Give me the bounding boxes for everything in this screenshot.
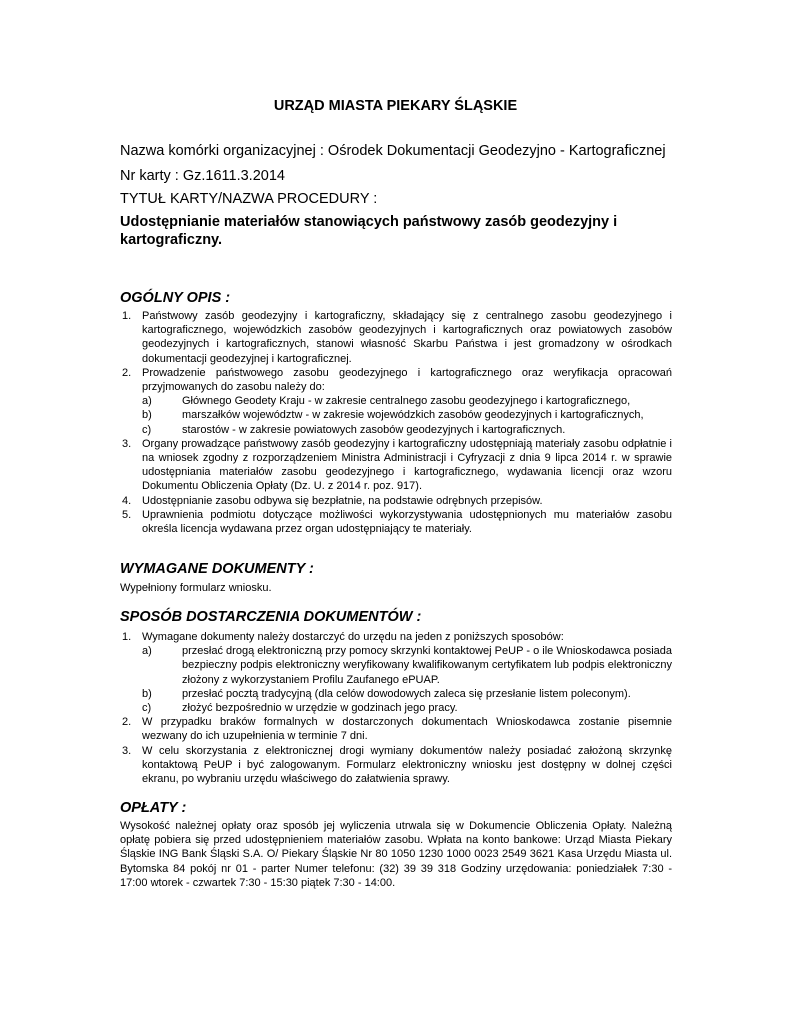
sub-list-item: b) przesłać pocztą tradycyjną (dla celów dowodowych zaleca się przesłanie listem poleconym). bbox=[142, 687, 631, 700]
sub-list-item: c) złożyć bezpośrednio w urzędzie w godzinach jego pracy. bbox=[142, 702, 458, 715]
fees-text: Wysokość należnej opłaty oraz sposób jej wyliczenia utrwala się w Dokumencie Obliczenia Opłaty. Należną opłatę pobiera się przed udostępnieniem materiałów zasobu. Wpłata na konto bankowe: Urząd Miasta Piekary Śląskie ING Bank Śląski S.A. O/ Piekary Śląskie Nr 80 1050 1230 1000 0023 2549 3621 Kasa Urzędu Miasta ul. Bytomska 84 pokój nr 01 - parter Numer telefonu: (32) 39 39 318 Godziny urzędowania: poniedziałek 7:30 - 17:00 wtorek - czwartek 7:30 - 15:30 piątek 7:30 - 14:00. bbox=[120, 820, 672, 889]
list-item: 1. Państwowy zasób geodezyjny i kartograficzny, składający się z centralnego zasobu geodezyjnego i kartograficznego, wojewódzkich zasobów geodezyjnych i kartograficznych oraz powiatowych zasobów geodezyjnych i kartograficznych, stanowi własność Skarbu Państwa i jest gromadzony w ośrodkach dokumentacji geodezyjnej i kartograficznej. bbox=[122, 310, 672, 365]
general-list bbox=[120, 309, 672, 536]
list-item: 1. Wymagane dokumenty należy dostarczyć do urzędu na jeden z poniższych sposobów: a) przesłać drogą elektroniczną przy pomocy skrzynki kontaktowej PeUP - o ile Wnioskodawca posiada bezpieczny podpis elektroniczny weryfikowany kwalifikowanym certyfikatem lub podpis elektroniczny złożony z wykorzystaniem Profilu Zaufanego ePUAP. b) przesłać pocztą tradycyjną (dla celów dowodowych zaleca się przesłanie listem poleconym). c) złożyć bezpośrednio w urzędzie w godzinach jego pracy. bbox=[122, 631, 672, 715]
sub-list bbox=[142, 644, 672, 715]
list-item: 2. W przypadku braków formalnych w dostarczonych dokumentach Wnioskodawca zostanie pisemnie wezwany do ich uzupełnienia w terminie 7 dni. bbox=[122, 716, 672, 743]
delivery-list bbox=[120, 630, 672, 786]
list-item: 3. Organy prowadzące państwowy zasób geodezyjny i kartograficzny udostępniają materiały zasobu odpłatnie i na wniosek zgodny z rozporządzeniem Ministra Administracji i Cyfryzacji z dnia 9 lipca 2014 r. w sprawie udostępniania materiałów zasobu geodezyjnego i kartograficznego, wydawania licencji oraz wzoru Dokumentu Obliczenia Opłaty (Dz. U. z 2014 r. poz. 917). bbox=[122, 437, 672, 493]
sub-list-item: a) przesłać drogą elektroniczną przy pomocy skrzynki kontaktowej PeUP - o ile Wnioskodawca posiada bezpieczny podpis elektroniczny weryfikowany kwalifikowanym certyfikatem lub podpis elektroniczny złożony z wykorzystaniem Profilu Zaufanego ePUAP. bbox=[142, 645, 672, 686]
sub-list bbox=[142, 394, 672, 437]
sub-list-item: a) Głównego Geodety Kraju - w zakresie centralnego zasobu geodezyjnego i kartograficznego, bbox=[142, 395, 631, 408]
page-title: URZĄD MIASTA PIEKARY ŚLĄSKIE bbox=[273, 98, 518, 114]
procedure-name: Udostępnianie materiałów stanowiących państwowy zasób geodezyjny i kartograficzny. bbox=[120, 214, 618, 248]
organizational-unit: Nazwa komórki organizacyjnej : Ośrodek Dokumentacji Geodezyjno - Kartograficznej bbox=[120, 143, 666, 159]
section-heading-general: OGÓLNY OPIS : bbox=[120, 290, 231, 306]
section-heading-documents: WYMAGANE DOKUMENTY : bbox=[120, 561, 314, 577]
section-heading-delivery: SPOSÓB DOSTARCZENIA DOKUMENTÓW : bbox=[120, 609, 422, 625]
list-item: 5. Uprawnienia podmiotu dotyczące możliwości wykorzystywania udostępnionych mu materiałów zasobu określa licencja wydawana przez organ udostępniający te materiały. bbox=[122, 508, 672, 536]
sub-list-item: b) marszałków województw - w zakresie wojewódzkich zasobów geodezyjnych i kartograficznych, bbox=[142, 409, 644, 422]
procedure-label: TYTUŁ KARTY/NAZWA PROCEDURY : bbox=[120, 191, 378, 207]
section-heading-fees: OPŁATY : bbox=[120, 800, 187, 816]
card-number: Nr karty : Gz.1611.3.2014 bbox=[120, 168, 285, 184]
list-item: 3. W celu skorzystania z elektronicznej drogi wymiany dokumentów należy posiadać założoną skrzynkę kontaktową PeUP i być zalogowanym. Formularz elektroniczny wniosku jest dostępny w dolnej części ekranu, po wybraniu urzędu właściwego do załatwienia sprawy. bbox=[122, 744, 672, 786]
documents-text: Wypełniony formularz wniosku. bbox=[120, 582, 272, 594]
list-item: 2. Prowadzenie państwowego zasobu geodezyjnego i kartograficznego oraz weryfikacja opracowań przyjmowanych do zasobu należy do: a) Głównego Geodety Kraju - w zakresie centralnego zasobu geodezyjnego i kartograficznego, b) marszałków województw - w zakresie wojewódzkich zasobów geodezyjnych i kartograficznych, c) starostów - w zakresie powiatowych zasobów geodezyjnych i kartograficznych. bbox=[122, 366, 672, 436]
list-item: 4. Udostępnianie zasobu odbywa się bezpłatnie, na podstawie odrębnych przepisów. bbox=[122, 494, 543, 507]
sub-list-item: c) starostów - w zakresie powiatowych zasobów geodezyjnych i kartograficznych. bbox=[142, 423, 566, 436]
